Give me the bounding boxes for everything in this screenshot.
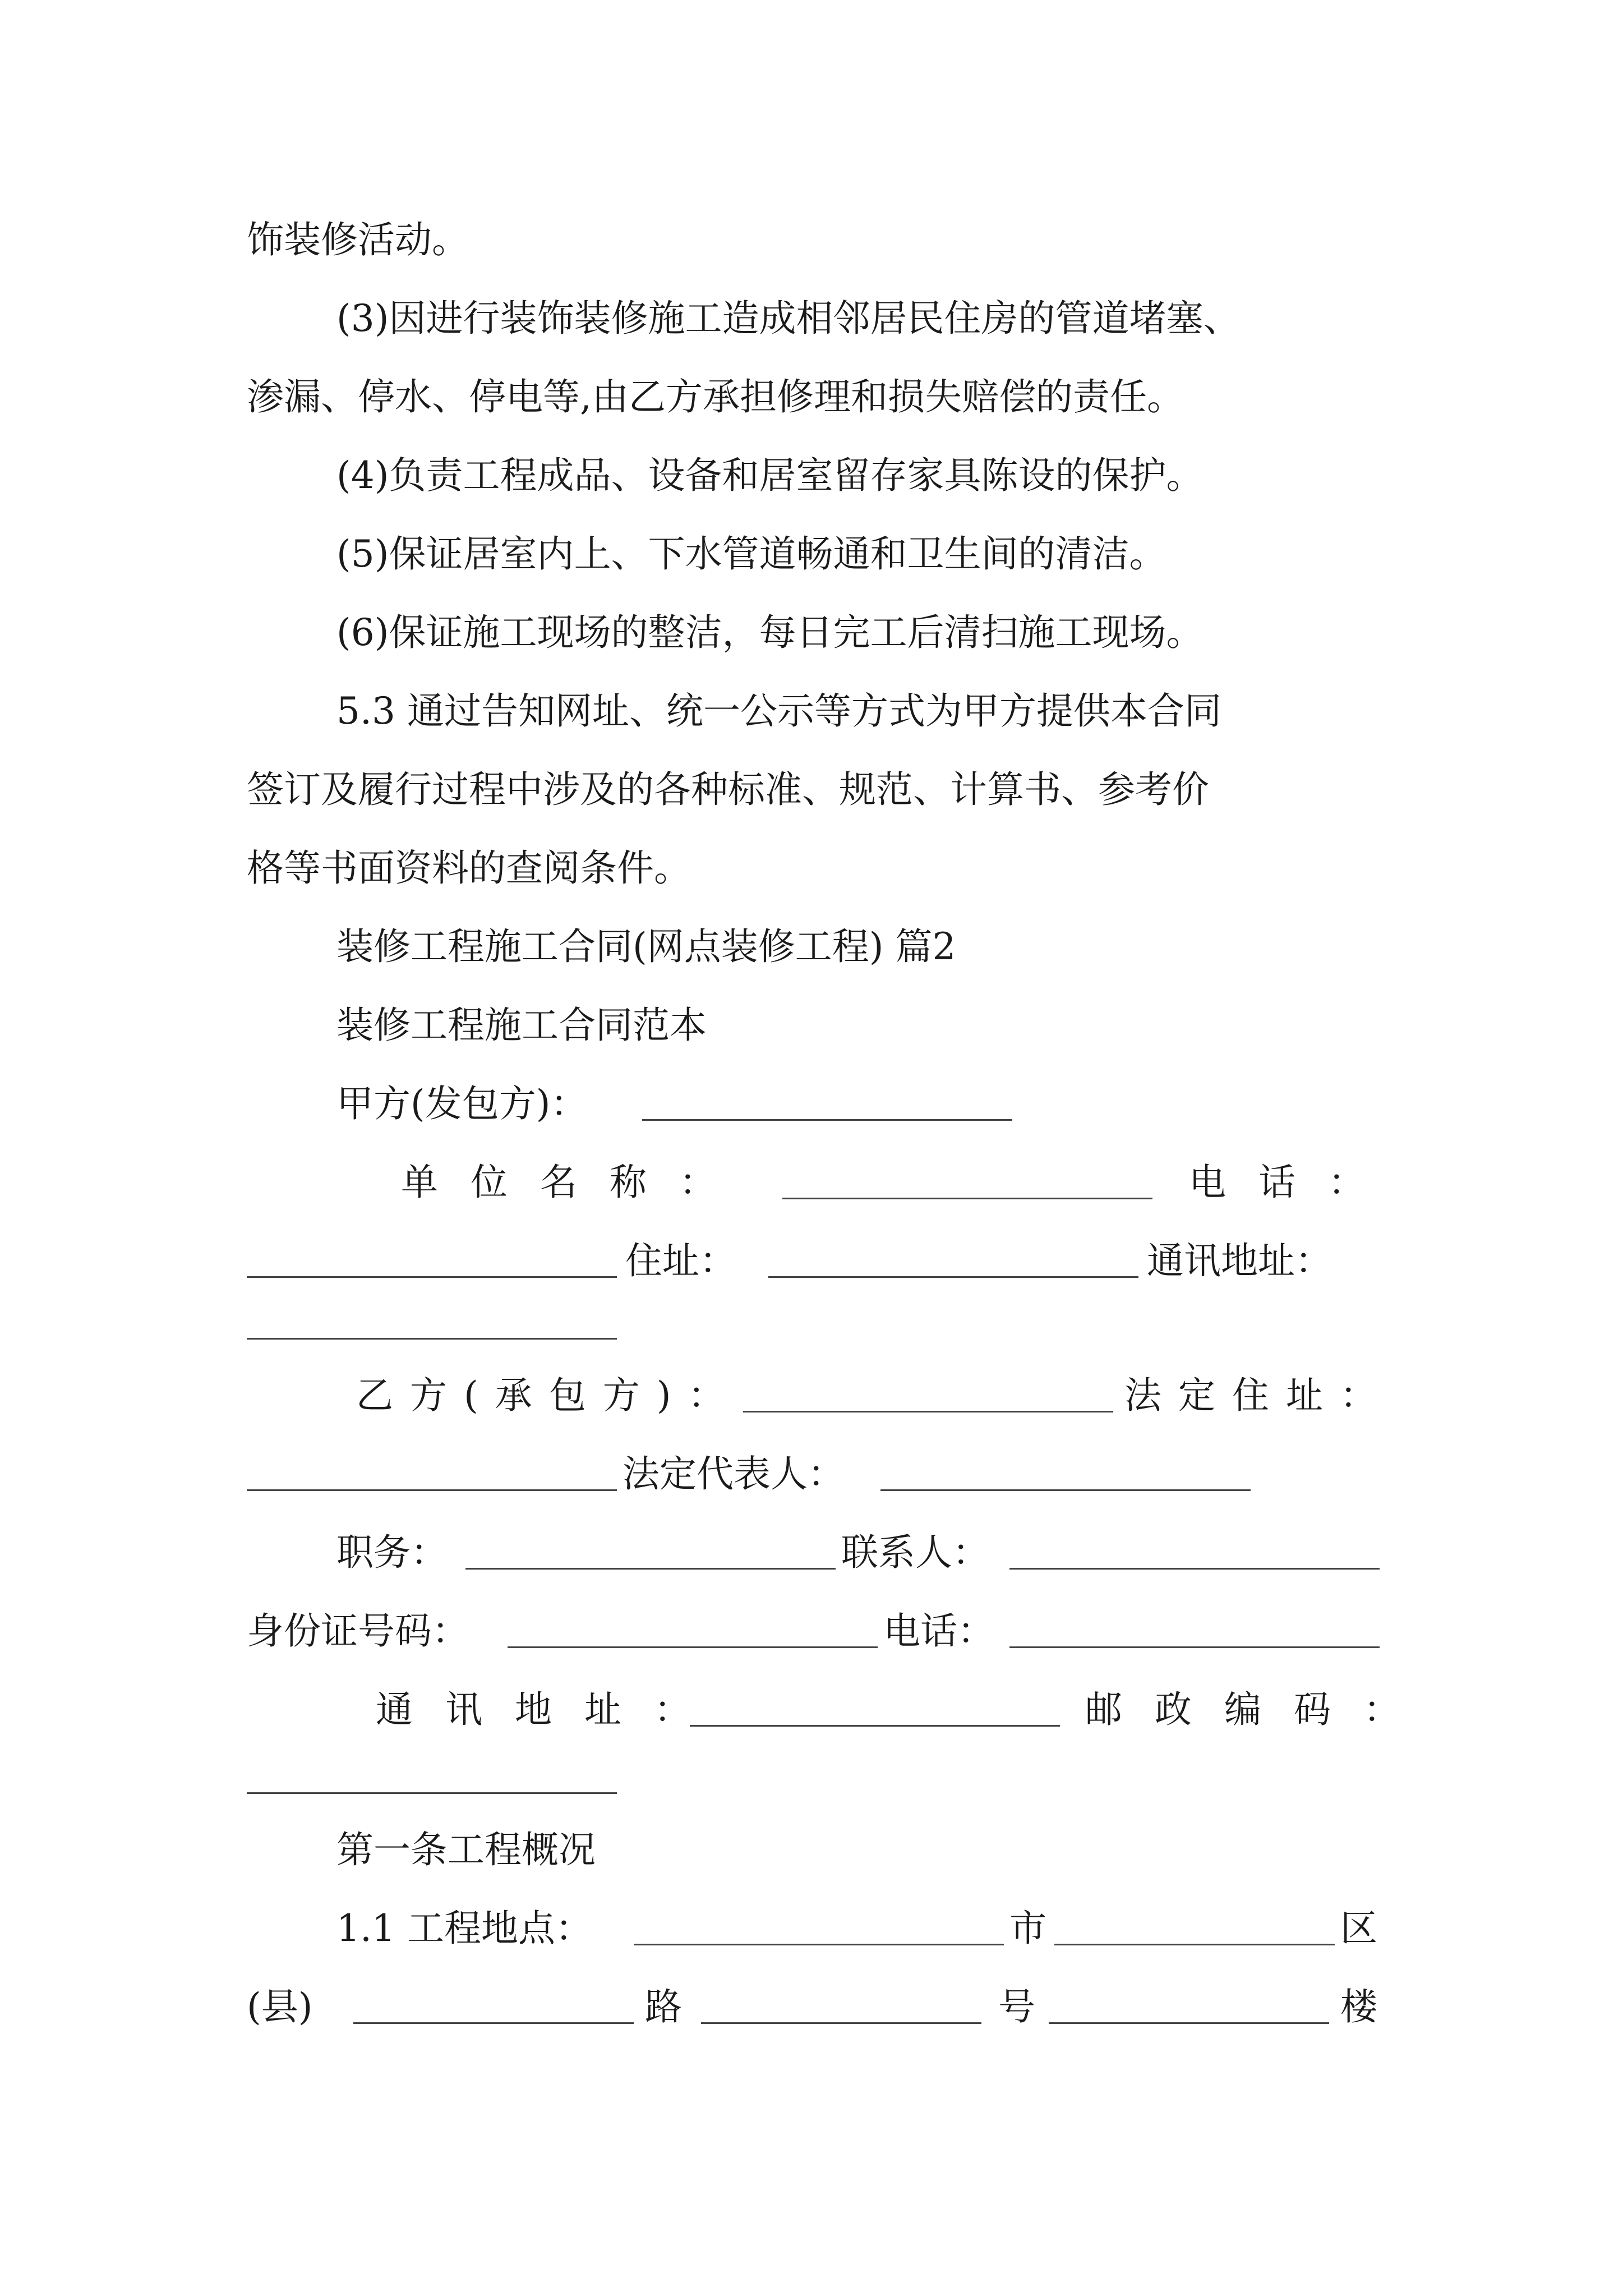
position-label: 职务： <box>336 1531 448 1574</box>
text-line: (3)因进行装饰装修施工造成相邻居民住房的管道堵塞、 <box>336 297 1241 340</box>
unit-name-blank[interactable] <box>782 1198 1152 1199</box>
phone-blank-2[interactable] <box>1009 1646 1380 1648</box>
county-label: (县) <box>247 1985 313 2028</box>
postcode-label: 邮政编码： <box>1085 1688 1433 1731</box>
text-line: (5)保证居室内上、下水管道畅通和卫生间的清洁。 <box>336 532 1166 576</box>
contact-blank[interactable] <box>1009 1568 1380 1570</box>
city-blank[interactable] <box>634 1944 1004 1945</box>
mail-address-blank[interactable] <box>247 1338 617 1340</box>
building-label: 楼 <box>1340 1985 1377 2028</box>
road-label: 路 <box>645 1985 682 2028</box>
party-b-blank[interactable] <box>743 1411 1113 1412</box>
party-b-label: 乙方(承包方)： <box>356 1374 742 1417</box>
text-line: (6)保证施工现场的整洁，每日完工后清扫施工现场。 <box>336 611 1204 654</box>
legal-rep-label: 法定代表人： <box>623 1452 845 1496</box>
document-title: 装修工程施工合同范本 <box>336 1004 707 1047</box>
text-line: 饰装修活动。 <box>247 218 469 261</box>
legal-address-label: 法定住址： <box>1124 1374 1394 1417</box>
phone-label: 电话： <box>1189 1161 1398 1204</box>
county-blank[interactable] <box>353 2022 634 2024</box>
phone-label-2: 电话： <box>883 1609 994 1653</box>
address-label: 住址： <box>625 1239 736 1282</box>
contact-label: 联系人： <box>841 1531 989 1574</box>
phone-blank[interactable] <box>247 1276 617 1278</box>
legal-address-blank[interactable] <box>247 1489 617 1491</box>
city-label: 市 <box>1009 1907 1046 1950</box>
unit-name-label: 单位名称： <box>401 1161 749 1204</box>
text-line: 签订及履行过程中涉及的各种标准、规范、计算书、参考价 <box>247 768 1209 811</box>
text-line: 渗漏、停水、停电等,由乙方承担修理和损失赔偿的责任。 <box>247 375 1184 418</box>
road-blank[interactable] <box>701 2022 981 2024</box>
text-line: 5.3 通过告知网址、统一公示等方式为甲方提供本合同 <box>336 689 1221 733</box>
text-line: (4)负责工程成品、设备和居室留存家具陈设的保护。 <box>336 454 1204 497</box>
position-blank[interactable] <box>465 1568 836 1570</box>
number-label: 号 <box>998 1985 1035 2028</box>
id-label: 身份证号码： <box>247 1609 469 1653</box>
legal-rep-blank[interactable] <box>880 1489 1251 1491</box>
address-blank[interactable] <box>768 1276 1138 1278</box>
id-blank[interactable] <box>508 1646 878 1648</box>
section-heading: 装修工程施工合同(网点装修工程) 篇2 <box>336 925 956 968</box>
district-blank[interactable] <box>1054 1944 1335 1945</box>
number-blank[interactable] <box>1049 2022 1329 2024</box>
location-label: 1.1 工程地点： <box>336 1907 592 1950</box>
district-label: 区 <box>1340 1907 1377 1950</box>
text-line: 格等书面资料的查阅条件。 <box>247 846 691 890</box>
mail-address-label: 通讯地址： <box>1147 1239 1332 1282</box>
article-heading: 第一条工程概况 <box>336 1828 596 1871</box>
mail-address-blank-2[interactable] <box>690 1725 1060 1727</box>
party-a-label: 甲方(发包方)： <box>336 1082 588 1125</box>
mail-address-label-2: 通讯地址： <box>376 1688 723 1731</box>
party-a-blank[interactable] <box>642 1119 1012 1121</box>
postcode-blank[interactable] <box>247 1792 617 1794</box>
